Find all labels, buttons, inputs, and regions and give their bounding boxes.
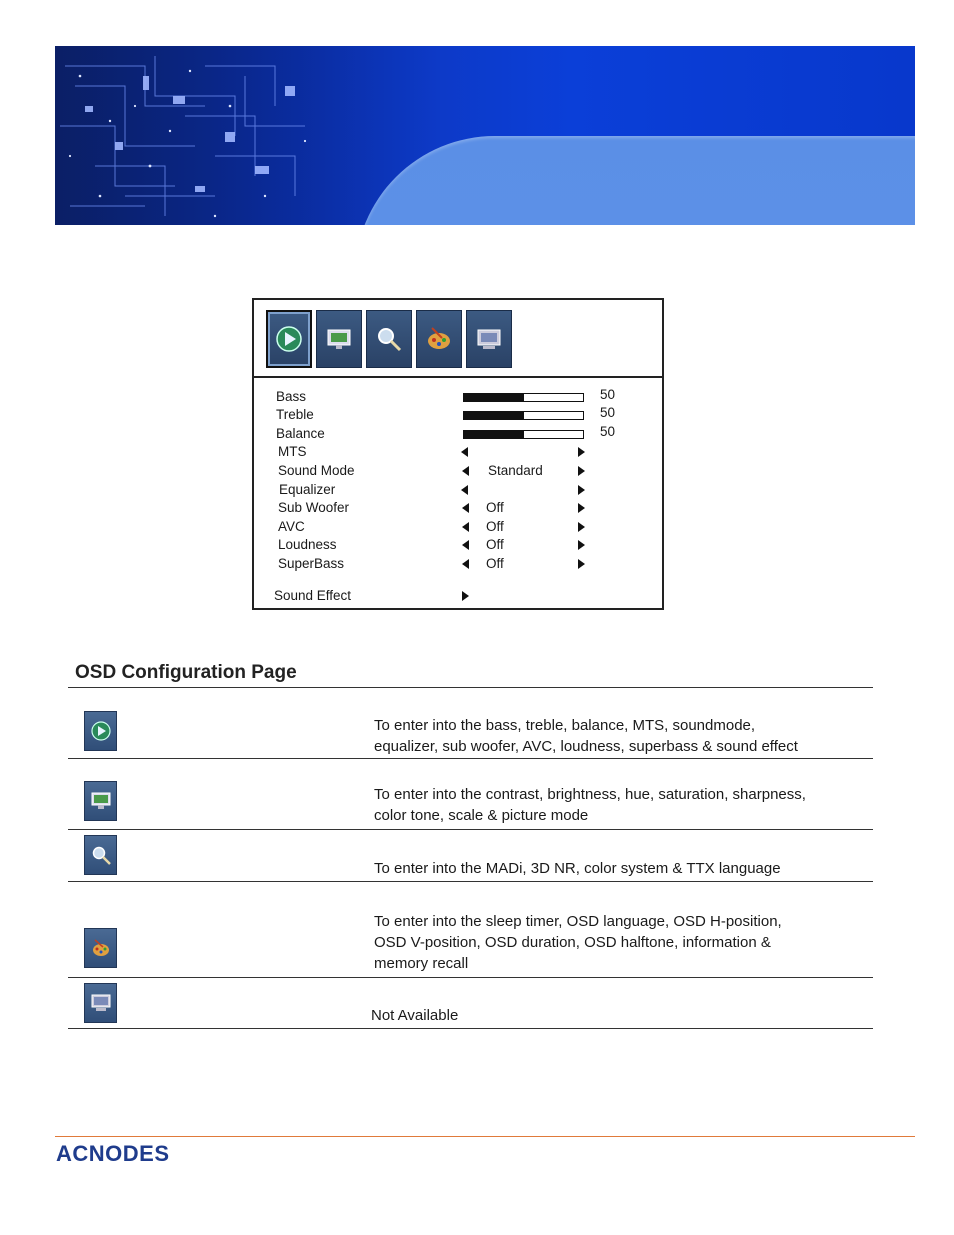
menu-row-sound-mode[interactable] (254, 463, 662, 481)
row-label: Sub Woofer (278, 500, 350, 515)
picture-icon (324, 324, 354, 354)
divider (68, 881, 873, 882)
arrow-right-icon[interactable] (578, 503, 585, 513)
footer-rule (55, 1136, 915, 1137)
arrow-left-icon[interactable] (462, 540, 469, 550)
header-banner (55, 46, 915, 225)
description-setup (374, 911, 864, 974)
slider-value: 50 (600, 405, 616, 420)
menu-row-treble[interactable] (254, 407, 662, 425)
description-line: To enter into the bass, treble, balance, MTS, soundmode, (374, 717, 756, 734)
osd-tab-bar (254, 300, 662, 378)
description-line: OSD V-position, OSD duration, OSD halftone, information & (374, 934, 771, 951)
row-value: Off (486, 537, 504, 552)
divider (68, 977, 873, 978)
picture-menu-icon (84, 781, 117, 821)
acnodes-logo (56, 1140, 216, 1164)
arrow-right-icon[interactable] (578, 559, 585, 569)
slider-value: 50 (600, 387, 616, 402)
banner-curve-highlight (355, 136, 915, 225)
section-title: OSD Configuration Page (75, 662, 297, 683)
row-label: Bass (276, 389, 307, 404)
description-picture (374, 784, 864, 826)
play-icon (274, 324, 304, 354)
description-sound (374, 715, 864, 757)
menu-row-sound-effect[interactable] (254, 588, 662, 606)
osd-sound-menu (252, 298, 664, 610)
divider (68, 829, 873, 830)
arrow-left-icon[interactable] (462, 522, 469, 532)
row-value: Off (486, 556, 504, 571)
description-line: To enter into the sleep timer, OSD language, OSD H-position, (374, 913, 782, 930)
slider-value: 50 (600, 424, 616, 439)
description-line: To enter into the contrast, brightness, hue, saturation, sharpness, (374, 786, 806, 803)
description-line: equalizer, sub woofer, AVC, loudness, superbass & sound effect (374, 738, 798, 755)
tab-search[interactable] (366, 310, 412, 368)
sound-icon (90, 720, 112, 742)
description-line: Not Available (371, 1007, 459, 1024)
balance-slider[interactable] (463, 430, 584, 439)
divider (68, 1028, 873, 1029)
arrow-left-icon[interactable] (461, 447, 468, 457)
arrow-right-icon[interactable] (578, 447, 585, 457)
arrow-right-icon[interactable] (462, 591, 469, 601)
magnifier-icon (90, 844, 112, 866)
arrow-left-icon[interactable] (462, 466, 469, 476)
row-value: Off (486, 519, 504, 534)
bass-slider[interactable] (463, 393, 584, 402)
menu-row-loudness[interactable] (254, 537, 662, 555)
magnifier-icon (374, 324, 404, 354)
row-label: Sound Mode (278, 463, 355, 478)
menu-row-mts[interactable] (254, 444, 662, 462)
divider (68, 687, 873, 688)
description-pc (371, 1005, 861, 1026)
treble-slider[interactable] (463, 411, 584, 420)
slider-fill (464, 431, 524, 438)
picture-icon (90, 790, 112, 812)
slider-fill (464, 394, 524, 401)
tab-picture[interactable] (316, 310, 362, 368)
arrow-left-icon[interactable] (462, 559, 469, 569)
monitor-icon (90, 992, 112, 1014)
palette-icon (90, 937, 112, 959)
menu-row-equalizer[interactable] (254, 482, 662, 500)
arrow-right-icon[interactable] (578, 485, 585, 495)
description-search (374, 858, 864, 879)
tab-pc[interactable] (466, 310, 512, 368)
palette-icon (424, 324, 454, 354)
tab-sound[interactable] (266, 310, 312, 368)
circuit-board-image (55, 46, 385, 225)
row-label: Sound Effect (274, 588, 352, 603)
search-menu-icon (84, 835, 117, 875)
row-label: Treble (276, 407, 314, 422)
arrow-right-icon[interactable] (578, 466, 585, 476)
menu-row-superbass[interactable] (254, 556, 662, 574)
tab-setup[interactable] (416, 310, 462, 368)
row-label: SuperBass (278, 556, 345, 571)
arrow-right-icon[interactable] (578, 540, 585, 550)
menu-row-balance[interactable] (254, 426, 662, 444)
setup-menu-icon (84, 928, 117, 968)
description-line: memory recall (374, 955, 469, 972)
arrow-left-icon[interactable] (462, 503, 469, 513)
row-label: AVC (278, 519, 305, 534)
divider (68, 758, 873, 759)
row-value: Standard (488, 463, 543, 478)
arrow-left-icon[interactable] (461, 485, 468, 495)
row-value: Off (486, 500, 504, 515)
menu-row-avc[interactable] (254, 519, 662, 537)
row-label: Balance (276, 426, 325, 441)
slider-fill (464, 412, 524, 419)
svg-text:ACNODES: ACNODES (56, 1141, 170, 1164)
row-label: Loudness (278, 537, 337, 552)
monitor-icon (474, 324, 504, 354)
menu-row-sub-woofer[interactable] (254, 500, 662, 518)
pc-menu-icon (84, 983, 117, 1023)
arrow-right-icon[interactable] (578, 522, 585, 532)
description-line: To enter into the MADi, 3D NR, color system & TTX language (374, 860, 781, 877)
row-label: MTS (278, 444, 307, 459)
sound-menu-icon (84, 711, 117, 751)
row-label: Equalizer (279, 482, 336, 497)
description-line: color tone, scale & picture mode (374, 807, 589, 824)
